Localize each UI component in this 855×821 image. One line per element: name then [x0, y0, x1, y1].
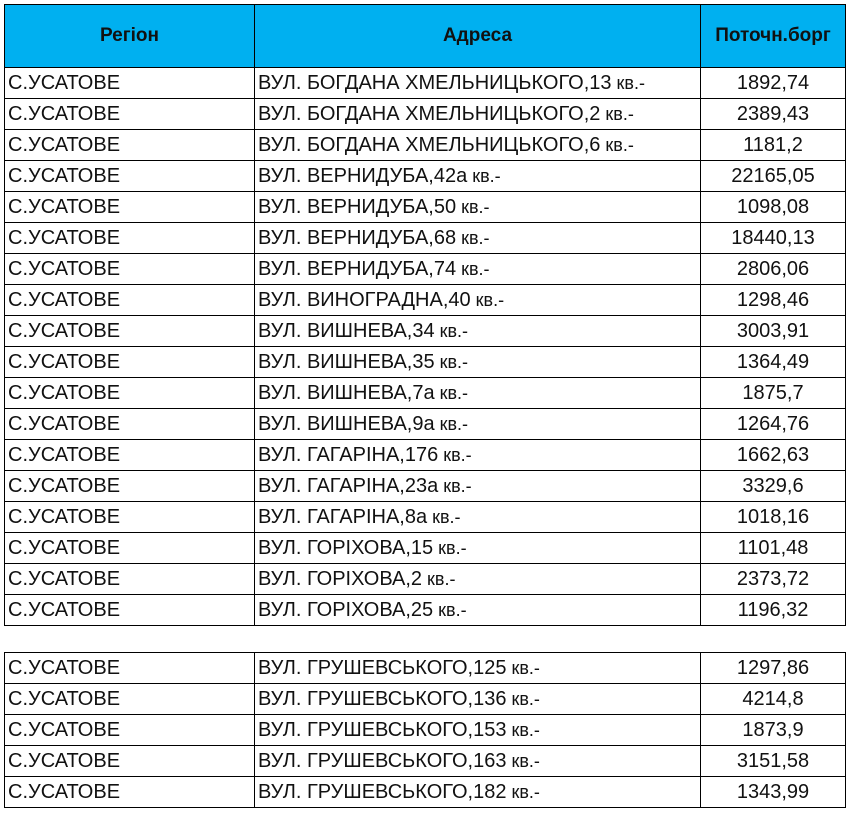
address-cell[interactable] [255, 564, 701, 595]
address-apartment: кв.- [600, 103, 634, 124]
region-cell[interactable]: С.УСАТОВЕ [5, 254, 255, 285]
address-street: ВУЛ. ГОРІХОВА,25 [258, 598, 434, 621]
address-street: ВУЛ. БОГДАНА ХМЕЛЬНИЦЬКОГО,2 [258, 102, 601, 125]
debt-cell[interactable]: 1264,76 [701, 409, 846, 440]
address-cell[interactable] [255, 347, 701, 378]
table-row [5, 347, 846, 378]
debt-cell[interactable]: 1873,9 [701, 715, 846, 746]
region-cell[interactable]: С.УСАТОВЕ [5, 777, 255, 808]
region-cell[interactable]: С.УСАТОВЕ [5, 347, 255, 378]
region-cell[interactable]: С.УСАТОВЕ [5, 223, 255, 254]
table-row [5, 502, 846, 533]
region-cell[interactable]: С.УСАТОВЕ [5, 192, 255, 223]
address-cell[interactable] [255, 471, 701, 502]
debt-cell[interactable]: 3329,6 [701, 471, 846, 502]
address-apartment: кв.- [434, 320, 469, 341]
address-apartment: кв.- [470, 289, 505, 310]
table-row [5, 68, 846, 99]
debt-table [4, 4, 846, 808]
table-row [5, 378, 846, 409]
address-cell[interactable] [255, 285, 701, 316]
debt-cell[interactable]: 3003,91 [701, 316, 846, 347]
debt-sheet [4, 4, 845, 808]
debt-cell[interactable]: 1297,86 [701, 653, 846, 684]
address-street: ВУЛ. ВЕРНИДУБА,50 [258, 195, 457, 218]
address-apartment: кв.- [456, 196, 490, 217]
address-street: ВУЛ. ГРУШЕВСЬКОГО,136 [258, 687, 507, 710]
address-street: ВУЛ. ГРУШЕВСЬКОГО,125 [258, 656, 507, 679]
header-region[interactable]: Регіон [5, 5, 255, 68]
address-cell[interactable] [255, 316, 701, 347]
address-cell[interactable] [255, 715, 701, 746]
address-street: ВУЛ. ГАГАРІНА,176 [258, 443, 439, 466]
debt-cell[interactable]: 1018,16 [701, 502, 846, 533]
region-cell[interactable]: С.УСАТОВЕ [5, 161, 255, 192]
address-apartment: кв.- [427, 506, 461, 527]
address-street: ВУЛ. БОГДАНА ХМЕЛЬНИЦЬКОГО,13 [258, 71, 612, 94]
table-body [5, 68, 846, 808]
address-apartment: кв.- [600, 134, 634, 155]
address-street: ВУЛ. ВИШНЕВА,34 [258, 319, 435, 342]
region-cell[interactable]: С.УСАТОВЕ [5, 440, 255, 471]
address-street: ВУЛ. ВЕРНИДУБА,42а [258, 164, 468, 187]
address-street: ВУЛ. ГРУШЕВСЬКОГО,153 [258, 718, 507, 741]
debt-cell[interactable]: 2373,72 [701, 564, 846, 595]
address-apartment: кв.- [467, 165, 501, 186]
address-cell[interactable] [255, 595, 701, 626]
table-row [5, 440, 846, 471]
address-apartment: кв.- [506, 657, 540, 678]
debt-cell[interactable]: 1364,49 [701, 347, 846, 378]
debt-cell[interactable]: 2389,43 [701, 99, 846, 130]
debt-cell[interactable]: 1196,32 [701, 595, 846, 626]
debt-cell[interactable]: 1662,63 [701, 440, 846, 471]
header-debt[interactable]: Поточн.борг [701, 5, 846, 68]
debt-cell[interactable]: 1875,7 [701, 378, 846, 409]
debt-cell[interactable]: 1181,2 [701, 130, 846, 161]
debt-cell[interactable]: 1298,46 [701, 285, 846, 316]
region-cell[interactable]: С.УСАТОВЕ [5, 378, 255, 409]
address-apartment: кв.- [506, 750, 540, 771]
address-cell[interactable] [255, 533, 701, 564]
table-row [5, 130, 846, 161]
region-cell[interactable]: С.УСАТОВЕ [5, 746, 255, 777]
address-apartment: кв.- [456, 227, 490, 248]
address-street: ВУЛ. ВИШНЕВА,7а [258, 381, 435, 404]
address-street: ВУЛ. ГРУШЕВСЬКОГО,182 [258, 780, 507, 803]
region-cell[interactable]: С.УСАТОВЕ [5, 471, 255, 502]
debt-cell[interactable]: 22165,05 [701, 161, 846, 192]
debt-cell[interactable]: 1892,74 [701, 68, 846, 99]
table-row [5, 161, 846, 192]
spacer-row [5, 626, 846, 653]
table-row [5, 99, 846, 130]
debt-cell[interactable]: 1343,99 [701, 777, 846, 808]
address-street: ВУЛ. БОГДАНА ХМЕЛЬНИЦЬКОГО,6 [258, 133, 601, 156]
address-apartment: кв.- [422, 568, 456, 589]
address-cell[interactable] [255, 653, 701, 684]
region-cell[interactable]: С.УСАТОВЕ [5, 130, 255, 161]
table-row [5, 192, 846, 223]
table-row [5, 223, 846, 254]
address-apartment: кв.- [434, 382, 469, 403]
address-apartment: кв.- [434, 351, 469, 372]
region-cell[interactable]: С.УСАТОВЕ [5, 533, 255, 564]
table-row [5, 533, 846, 564]
table-row [5, 316, 846, 347]
region-cell[interactable]: С.УСАТОВЕ [5, 564, 255, 595]
table-row [5, 564, 846, 595]
table-row [5, 746, 846, 777]
header-address[interactable]: Адреса [255, 5, 701, 68]
debt-cell[interactable]: 1101,48 [701, 533, 846, 564]
address-apartment: кв.- [434, 413, 469, 434]
address-cell[interactable] [255, 130, 701, 161]
region-cell[interactable]: С.УСАТОВЕ [5, 653, 255, 684]
table-row [5, 409, 846, 440]
table-row [5, 653, 846, 684]
address-street: ВУЛ. ГАГАРІНА,8а [258, 505, 428, 528]
address-apartment: кв.- [433, 537, 467, 558]
debt-cell[interactable]: 18440,13 [701, 223, 846, 254]
debt-cell[interactable]: 2806,06 [701, 254, 846, 285]
address-street: ВУЛ. ВИШНЕВА,35 [258, 350, 435, 373]
table-row [5, 285, 846, 316]
table-row [5, 254, 846, 285]
address-street: ВУЛ. ВЕРНИДУБА,74 [258, 257, 457, 280]
address-apartment: кв.- [438, 444, 472, 465]
address-street: ВУЛ. ГАГАРІНА,23а [258, 474, 439, 497]
address-street: ВУЛ. ВИНОГРАДНА,40 [258, 288, 471, 311]
region-cell[interactable]: С.УСАТОВЕ [5, 409, 255, 440]
debt-cell[interactable]: 3151,58 [701, 746, 846, 777]
address-apartment: кв.- [506, 719, 540, 740]
address-cell[interactable] [255, 192, 701, 223]
address-cell[interactable] [255, 254, 701, 285]
address-street: ВУЛ. ГОРІХОВА,2 [258, 567, 423, 590]
table-row [5, 595, 846, 626]
address-street: ВУЛ. ГОРІХОВА,15 [258, 536, 434, 559]
region-cell[interactable]: С.УСАТОВЕ [5, 715, 255, 746]
table-row [5, 715, 846, 746]
address-cell[interactable] [255, 440, 701, 471]
address-apartment: кв.- [438, 475, 472, 496]
address-cell[interactable] [255, 409, 701, 440]
region-cell[interactable]: С.УСАТОВЕ [5, 502, 255, 533]
address-apartment: кв.- [456, 258, 490, 279]
debt-cell[interactable]: 1098,08 [701, 192, 846, 223]
address-street: ВУЛ. ВЕРНИДУБА,68 [258, 226, 457, 249]
spacer-cell [255, 626, 701, 653]
region-cell[interactable]: С.УСАТОВЕ [5, 99, 255, 130]
address-cell[interactable] [255, 746, 701, 777]
address-apartment: кв.- [506, 688, 540, 709]
table-row [5, 471, 846, 502]
region-cell[interactable]: С.УСАТОВЕ [5, 68, 255, 99]
address-apartment: кв.- [433, 599, 467, 620]
spacer-cell [5, 626, 255, 653]
address-cell[interactable] [255, 68, 701, 99]
address-cell[interactable] [255, 684, 701, 715]
region-cell[interactable]: С.УСАТОВЕ [5, 684, 255, 715]
spacer-cell [701, 626, 846, 653]
address-cell[interactable] [255, 378, 701, 409]
table-row [5, 777, 846, 808]
region-cell[interactable]: С.УСАТОВЕ [5, 595, 255, 626]
address-cell[interactable] [255, 777, 701, 808]
table-row [5, 684, 846, 715]
address-apartment: кв.- [611, 72, 645, 93]
address-apartment: кв.- [506, 781, 540, 802]
address-street: ВУЛ. ГРУШЕВСЬКОГО,163 [258, 749, 507, 772]
address-cell[interactable] [255, 502, 701, 533]
region-cell[interactable]: С.УСАТОВЕ [5, 316, 255, 347]
address-street: ВУЛ. ВИШНЕВА,9а [258, 412, 435, 435]
region-cell[interactable]: С.УСАТОВЕ [5, 285, 255, 316]
debt-cell[interactable]: 4214,8 [701, 684, 846, 715]
address-cell[interactable] [255, 161, 701, 192]
address-cell[interactable] [255, 223, 701, 254]
address-cell[interactable] [255, 99, 701, 130]
header-row [5, 5, 846, 68]
